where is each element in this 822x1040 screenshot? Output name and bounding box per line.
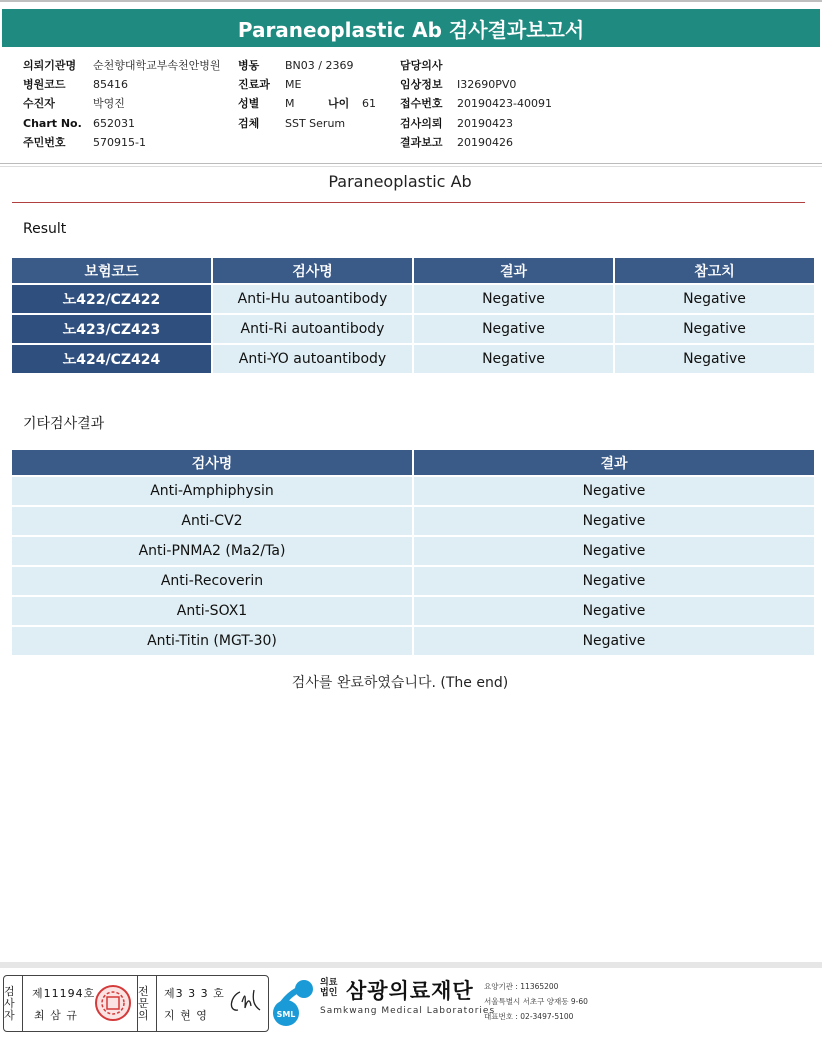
- info-label: 진료과: [238, 78, 270, 92]
- info-value: 20190423: [457, 116, 513, 130]
- table-row: [12, 537, 814, 565]
- test-name: Anti-Recoverin: [12, 567, 412, 595]
- column-header: 참고치: [615, 258, 814, 283]
- info-label: 의뢰기관명: [23, 59, 77, 72]
- insurance-code: 노422/CZ422: [12, 285, 211, 313]
- info-label: 주민번호: [23, 135, 66, 149]
- info-label: 임상정보: [400, 78, 443, 92]
- info-label: 수진자: [23, 97, 55, 111]
- column-header: 검사명: [213, 258, 412, 283]
- test-name: Anti-CV2: [12, 507, 412, 535]
- column-header: 검사명: [12, 450, 412, 475]
- info-value: 20190426: [457, 135, 513, 149]
- column-header: 결과: [414, 258, 613, 283]
- info-value: 652031: [93, 116, 135, 130]
- end-message: 검사를 완료하였습니다. (The end): [291, 675, 509, 691]
- contact-info: [484, 979, 588, 1024]
- info-label: 담당의사: [400, 59, 443, 72]
- test-result: Negative: [414, 537, 814, 565]
- age-label: 나이: [328, 97, 350, 111]
- table-row: [12, 477, 814, 505]
- table-row: [12, 507, 814, 535]
- specialist-label: 전문의: [137, 976, 157, 1031]
- footer-divider: [0, 962, 822, 968]
- test-result: Negative: [414, 285, 613, 313]
- info-col-1: [23, 56, 221, 152]
- info-label: 결과보고: [400, 135, 443, 149]
- table-row: [12, 627, 814, 655]
- column-header: 결과: [414, 450, 814, 475]
- specialist-number: 제3 3 3 호: [164, 987, 225, 1000]
- info-label: 병동: [238, 59, 260, 72]
- test-name: Anti-Amphiphysin: [12, 477, 412, 505]
- info-value: 85416: [93, 78, 128, 92]
- test-name: Anti-Titin (MGT-30): [12, 627, 412, 655]
- section-subtitle: Paraneoplastic Ab: [328, 172, 472, 191]
- top-border: [0, 0, 822, 2]
- info-label: Chart No.: [23, 116, 82, 130]
- inspector-number: 제11194호: [32, 987, 96, 1000]
- contact-line: 대표번호 : 02-3497-5100: [484, 1012, 574, 1021]
- test-name: Anti-SOX1: [12, 597, 412, 625]
- column-header: 보험코드: [12, 258, 211, 283]
- test-result: Negative: [414, 345, 613, 373]
- org-english-name: Samkwang Medical Laboratories: [320, 1006, 496, 1016]
- signature-box: [3, 975, 269, 1032]
- reference-value: Negative: [615, 315, 814, 343]
- inspector-name: 최 삼 규: [34, 1009, 78, 1022]
- test-name: Anti-PNMA2 (Ma2/Ta): [12, 537, 412, 565]
- org-name: 삼광의료재단: [346, 979, 474, 1003]
- contact-line: 요양기관 : 11365200: [484, 982, 559, 991]
- subtitle-underline: [12, 202, 805, 203]
- info-label: 성별: [238, 97, 260, 111]
- insurance-code: 노423/CZ423: [12, 315, 211, 343]
- test-result: Negative: [414, 477, 814, 505]
- test-result: Negative: [414, 507, 814, 535]
- sml-logo-icon: [272, 975, 320, 1027]
- info-value: 박영진: [93, 97, 125, 111]
- report-title: Paraneoplastic Ab 검사결과보고서: [2, 9, 820, 47]
- info-value: ME: [285, 78, 302, 92]
- table-row: [12, 567, 814, 595]
- divider: [0, 163, 822, 164]
- result-section-title: Result: [23, 221, 67, 237]
- divider: [0, 166, 822, 167]
- info-label: 접수번호: [400, 97, 443, 111]
- other-section-title: 기타검사결과: [23, 416, 105, 432]
- info-value: BN03 / 2369: [285, 59, 354, 72]
- table-row: [12, 315, 814, 343]
- info-label: 병원코드: [23, 78, 66, 92]
- contact-line: 서울특별시 서초구 양재동 9-60: [484, 997, 588, 1006]
- logo-text: SML: [276, 1010, 296, 1019]
- info-label: 검체: [238, 116, 260, 130]
- reference-value: Negative: [615, 285, 814, 313]
- info-col-3: [400, 56, 552, 152]
- test-name: Anti-Ri autoantibody: [213, 315, 412, 343]
- specialist-name: 지 현 영: [164, 1009, 208, 1022]
- info-value: I32690PV0: [457, 78, 517, 92]
- info-value: 570915-1: [93, 135, 146, 149]
- info-value: 순천향대학교부속천안병원: [93, 59, 221, 72]
- signature-icon: [226, 986, 264, 1018]
- test-name: Anti-Hu autoantibody: [213, 285, 412, 313]
- other-tests-table: [10, 448, 816, 657]
- info-value: SST Serum: [285, 116, 346, 130]
- test-result: Negative: [414, 627, 814, 655]
- table-row: [12, 285, 814, 313]
- info-value: M: [285, 97, 295, 111]
- info-value: 20190423-40091: [457, 97, 552, 111]
- table-header-row: [12, 258, 814, 283]
- table-row: [12, 345, 814, 373]
- result-table: [10, 256, 816, 375]
- test-result: Negative: [414, 315, 613, 343]
- test-name: Anti-YO autoantibody: [213, 345, 412, 373]
- info-col-2: [238, 56, 376, 133]
- age-value: 61: [362, 97, 376, 111]
- test-result: Negative: [414, 597, 814, 625]
- seal-stamp-icon: [94, 984, 132, 1022]
- table-row: [12, 597, 814, 625]
- inspector-label: 검사자: [4, 976, 23, 1031]
- table-header-row: [12, 450, 814, 475]
- insurance-code: 노424/CZ424: [12, 345, 211, 373]
- test-result: Negative: [414, 567, 814, 595]
- org-prefix: 의료법인: [320, 978, 338, 998]
- info-label: 검사의뢰: [400, 116, 443, 130]
- reference-value: Negative: [615, 345, 814, 373]
